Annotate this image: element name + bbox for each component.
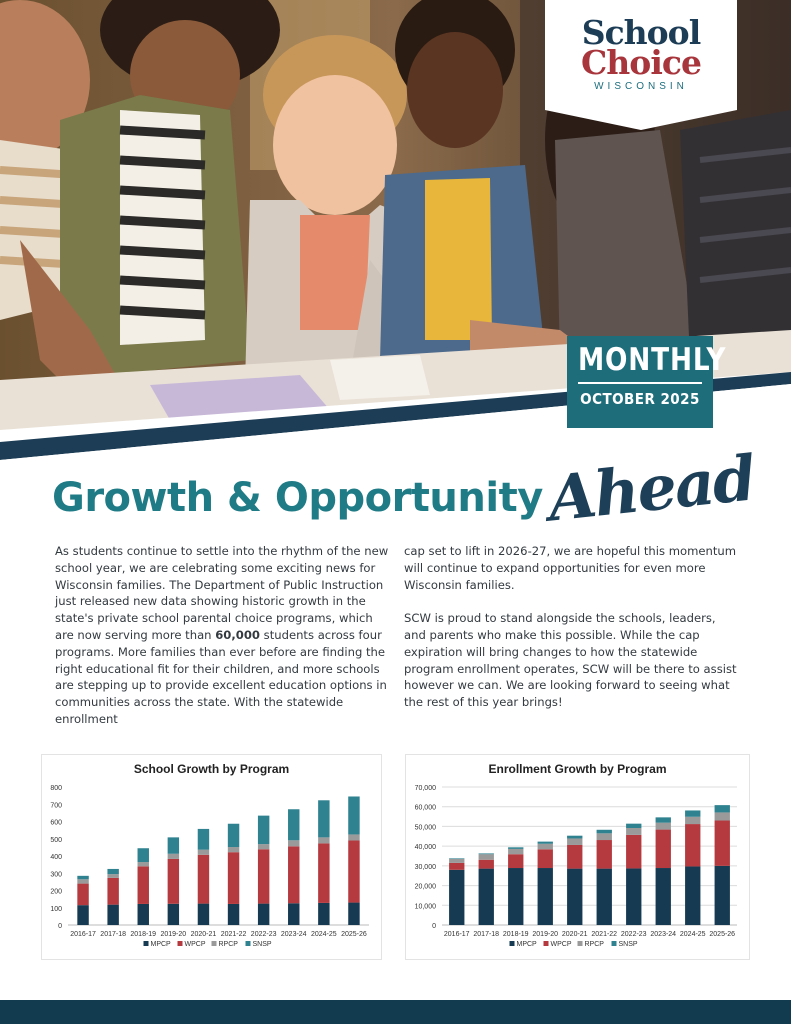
bar-segment-rpcp — [138, 862, 149, 866]
bar-segment-wpcp — [656, 830, 671, 868]
bar-segment-mpcp — [198, 904, 209, 925]
y-tick-label: 70,000 — [414, 785, 436, 792]
x-tick-label: 2024-25 — [310, 931, 337, 938]
y-tick-label: 700 — [50, 802, 62, 810]
y-tick-label: 200 — [50, 888, 62, 896]
bar-segment-wpcp — [288, 846, 299, 903]
legend-label-snsp: SNSP — [618, 941, 638, 948]
issue-divider — [578, 382, 702, 384]
y-tick-label: 600 — [50, 819, 62, 827]
bar-segment-wpcp — [107, 878, 118, 905]
bar-segment-wpcp — [168, 859, 179, 904]
bar-segment-rpcp — [508, 849, 523, 854]
y-tick-label: 10,000 — [414, 903, 436, 911]
bar-segment-wpcp — [685, 824, 700, 866]
bar-segment-mpcp — [348, 903, 359, 925]
bar-segment-rpcp — [318, 837, 329, 843]
x-tick-label: 2019-20 — [160, 931, 187, 938]
body-text-1b: students across four programs. More families than ever before are finding the right educational fit for their children, and more schools are stepping up to provide excellent education options in communities across the state. With the statewide enrollment — [55, 627, 387, 726]
bar-segment-mpcp — [138, 904, 149, 925]
bar-segment-rpcp — [198, 850, 209, 855]
legend-swatch-mpcp — [144, 941, 149, 946]
bar-segment-snsp — [258, 816, 269, 844]
bar-segment-snsp — [508, 847, 523, 849]
bar-segment-mpcp — [228, 904, 239, 925]
y-tick-label: 0 — [432, 923, 436, 930]
bar-segment-mpcp — [168, 904, 179, 925]
bar-segment-snsp — [656, 817, 671, 822]
body-highlight-number: 60,000 — [215, 627, 260, 642]
bar-segment-snsp — [685, 810, 700, 816]
legend-label-mpcp: MPCP — [150, 941, 171, 948]
bar-segment-mpcp — [258, 904, 269, 925]
x-tick-label: 2025-26 — [709, 931, 736, 938]
footer-bar — [0, 1000, 791, 1024]
legend-label-snsp: SNSP — [252, 941, 272, 948]
body-paragraph-1 — [55, 543, 390, 728]
bar-segment-snsp — [479, 853, 494, 854]
legend-label-wpcp: WPCP — [184, 941, 206, 948]
bar-segment-mpcp — [626, 868, 641, 925]
bar-segment-snsp — [597, 830, 612, 834]
bar-segment-rpcp — [107, 874, 118, 878]
bar-segment-rpcp — [288, 840, 299, 846]
bar-segment-rpcp — [449, 859, 464, 863]
bar-segment-snsp — [449, 858, 464, 859]
y-tick-label: 400 — [50, 854, 62, 861]
enrollment-growth-chart-svg — [406, 755, 749, 959]
bar-segment-mpcp — [107, 905, 118, 925]
body-column-right — [404, 543, 739, 728]
bar-segment-mpcp — [449, 870, 464, 925]
y-tick-label: 0 — [58, 923, 62, 930]
bar-segment-rpcp — [348, 834, 359, 840]
bar-segment-mpcp — [508, 868, 523, 925]
headline-script: Ahead — [544, 441, 758, 536]
legend-swatch-wpcp — [178, 941, 183, 946]
bar-segment-rpcp — [168, 854, 179, 859]
bar-segment-rpcp — [258, 844, 269, 849]
bar-segment-mpcp — [288, 903, 299, 925]
x-tick-label: 2021-22 — [220, 931, 247, 938]
y-tick-label: 300 — [50, 871, 62, 879]
y-tick-label: 800 — [50, 785, 62, 792]
chart-title: Enrollment Growth by Program — [488, 762, 667, 776]
legend-label-mpcp: MPCP — [516, 941, 537, 948]
bar-segment-wpcp — [626, 835, 641, 869]
bar-segment-wpcp — [348, 840, 359, 902]
bar-segment-rpcp — [228, 847, 239, 852]
bar-segment-snsp — [168, 837, 179, 853]
bar-segment-wpcp — [77, 884, 88, 906]
legend-label-rpcp: RPCP — [584, 941, 604, 948]
bar-segment-snsp — [138, 848, 149, 862]
bar-segment-wpcp — [508, 854, 523, 868]
bar-segment-snsp — [107, 869, 118, 874]
chart-title: School Growth by Program — [133, 762, 290, 776]
bar-segment-snsp — [626, 824, 641, 828]
x-tick-label: 2023-24 — [650, 931, 677, 938]
x-tick-label: 2019-20 — [532, 931, 559, 938]
headline: Growth & Opportunity — [52, 475, 543, 521]
school-choice-logo — [545, 13, 737, 92]
x-tick-label: 2020-21 — [561, 931, 588, 938]
bar-segment-wpcp — [449, 863, 464, 870]
legend-label-rpcp: RPCP — [218, 941, 238, 948]
x-tick-label: 2020-21 — [190, 931, 217, 938]
bar-segment-snsp — [715, 805, 730, 812]
bar-segment-mpcp — [685, 866, 700, 925]
body-text-1a: As students continue to settle into the rhythm of the new school year, we are celebrating some exciting news for Wisconsin families. The Department of Public Instruction just released new data showing historic growth in the state's private school parental choice programs, which are now serving more than — [55, 544, 389, 642]
bar-segment-wpcp — [198, 855, 209, 904]
bar-segment-snsp — [538, 842, 553, 844]
y-tick-label: 500 — [50, 836, 62, 844]
x-tick-label: 2022-23 — [250, 931, 277, 938]
y-tick-label: 20,000 — [414, 883, 436, 891]
bar-segment-rpcp — [597, 833, 612, 840]
bar-segment-rpcp — [685, 817, 700, 824]
bar-segment-wpcp — [538, 849, 553, 868]
y-tick-label: 40,000 — [414, 844, 436, 852]
issue-date: OCTOBER 2025 — [580, 390, 700, 408]
bar-segment-rpcp — [626, 828, 641, 835]
bar-segment-mpcp — [538, 868, 553, 925]
legend-swatch-snsp — [612, 941, 617, 946]
x-tick-label: 2016-17 — [70, 931, 96, 938]
bar-segment-wpcp — [567, 845, 582, 869]
bar-segment-snsp — [318, 800, 329, 837]
x-tick-label: 2018-19 — [502, 931, 529, 938]
legend-swatch-wpcp — [544, 941, 549, 946]
bar-segment-wpcp — [138, 866, 149, 904]
issue-badge — [567, 336, 727, 428]
logo-line-choice: Choice — [581, 43, 701, 82]
bar-segment-wpcp — [228, 852, 239, 904]
bar-segment-wpcp — [597, 840, 612, 869]
bar-segment-mpcp — [77, 905, 88, 925]
legend-swatch-rpcp — [212, 941, 217, 946]
school-growth-chart-svg — [42, 755, 381, 959]
x-tick-label: 2025-26 — [341, 931, 367, 938]
x-tick-label: 2018-19 — [130, 931, 157, 938]
legend-swatch-snsp — [246, 941, 251, 946]
bar-segment-mpcp — [656, 868, 671, 925]
x-tick-label: 2023-24 — [280, 931, 307, 938]
bar-segment-wpcp — [258, 849, 269, 903]
enrollment-growth-chart — [405, 754, 750, 960]
bar-segment-rpcp — [538, 844, 553, 850]
bar-segment-wpcp — [715, 821, 730, 866]
bar-segment-rpcp — [567, 838, 582, 845]
bar-segment-mpcp — [479, 869, 494, 925]
bar-segment-wpcp — [318, 843, 329, 903]
y-tick-label: 30,000 — [414, 863, 436, 871]
y-tick-label: 100 — [50, 905, 62, 913]
bar-segment-rpcp — [715, 812, 730, 820]
bar-segment-mpcp — [318, 903, 329, 925]
y-tick-label: 50,000 — [414, 824, 436, 832]
x-tick-label: 2021-22 — [591, 931, 618, 938]
bar-segment-rpcp — [656, 823, 671, 830]
legend-swatch-rpcp — [578, 941, 583, 946]
x-tick-label: 2024-25 — [679, 931, 706, 938]
logo-line-wisconsin: WISCONSIN — [594, 81, 688, 92]
bar-segment-rpcp — [479, 854, 494, 860]
x-tick-label: 2022-23 — [620, 931, 647, 938]
x-tick-label: 2016-17 — [443, 931, 470, 938]
body-column-left — [55, 543, 390, 745]
x-tick-label: 2017-18 — [100, 931, 127, 938]
logo-line-school: School — [581, 13, 701, 52]
bar-segment-snsp — [198, 829, 209, 850]
bar-segment-wpcp — [479, 860, 494, 869]
bar-segment-snsp — [77, 876, 88, 879]
legend-label-wpcp: WPCP — [550, 941, 572, 948]
bar-segment-mpcp — [567, 869, 582, 925]
body-paragraph-2: cap set to lift in 2026-27, we are hopeful this momentum will continue to expand opportunities for even more Wisconsin families. — [404, 544, 737, 592]
x-tick-label: 2017-18 — [473, 931, 500, 938]
y-tick-label: 60,000 — [414, 804, 436, 812]
body-paragraph-3: SCW is proud to stand alongside the schools, leaders, and parents who make this possible. While the cap expiration will bring changes to how the statewide program enrollment operates, SCW will be there to assist however we can. We are looking forward to seeing what the rest of this year brings! — [404, 611, 737, 710]
bar-segment-snsp — [288, 809, 299, 840]
issue-label: MONTHLY — [577, 342, 727, 378]
legend-swatch-mpcp — [510, 941, 515, 946]
bar-segment-snsp — [228, 824, 239, 847]
bar-segment-snsp — [348, 796, 359, 834]
bar-segment-mpcp — [597, 869, 612, 925]
bar-segment-mpcp — [715, 866, 730, 925]
bar-segment-snsp — [567, 836, 582, 839]
school-growth-chart — [41, 754, 382, 960]
bar-segment-rpcp — [77, 879, 88, 883]
